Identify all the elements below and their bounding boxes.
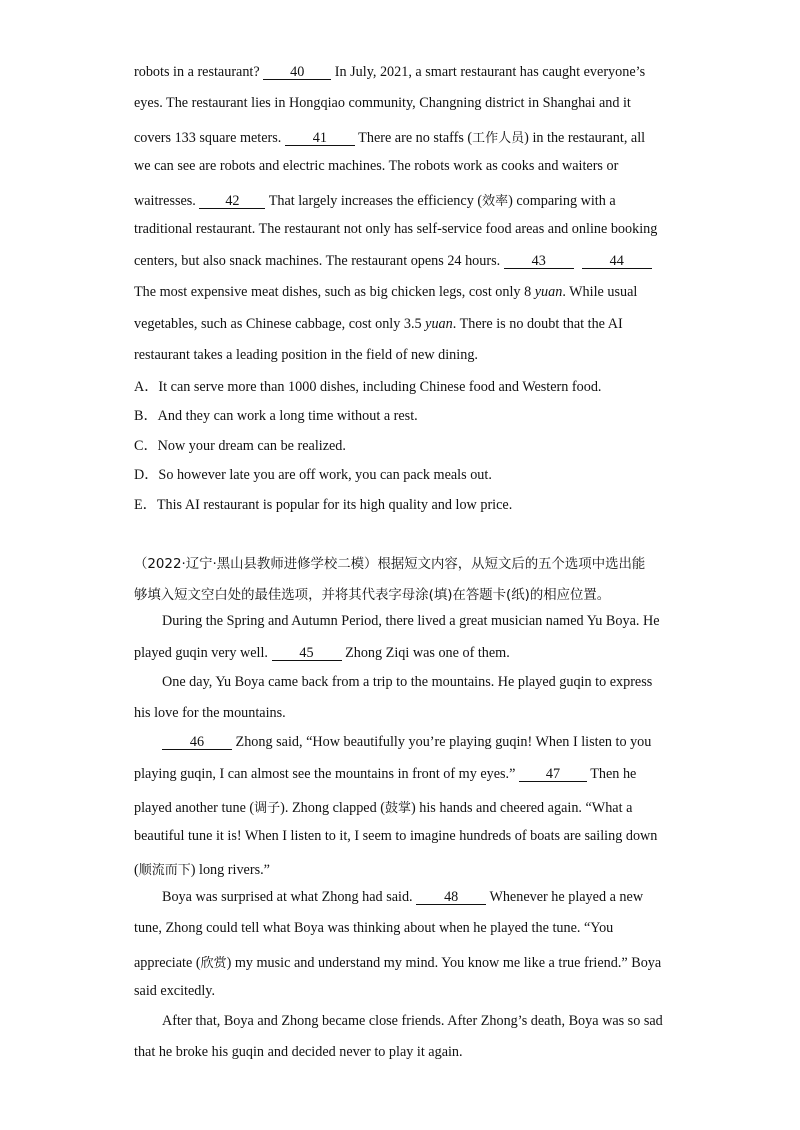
passage-line: we can see are robots and electric machines. The robots work as cooks and waiters or	[134, 158, 619, 174]
option-d: D．So however late you are off work, you can pack meals out.	[134, 467, 492, 483]
passage-line	[134, 797, 632, 817]
passage-line	[134, 190, 616, 210]
passage-line: One day, Yu Boya came back from a trip to the mountains. He played guqin to express	[162, 674, 653, 690]
blank-45: 45	[272, 646, 342, 661]
text: That largely increases the efficiency (	[265, 193, 483, 209]
passage-line	[162, 889, 643, 906]
passage-line: his love for the mountains.	[134, 705, 286, 721]
instruction-line: （2022·辽宁·黑山县教师进修学校二模）根据短文内容，从短文后的五个选项中选出能	[134, 557, 646, 572]
blank-44: 44	[582, 254, 652, 269]
text: Boya was surprised at what Zhong had said.	[162, 889, 417, 905]
blank-47: 47	[519, 767, 587, 782]
chinese-gloss: 效率	[482, 194, 509, 209]
passage-line: restaurant takes a leading position in the field of new dining.	[134, 347, 478, 363]
text: played guqin very well.	[134, 645, 272, 661]
text: robots in a restaurant?	[134, 64, 264, 80]
text: ) his hands and cheered again. “What a	[410, 800, 633, 816]
text: Zhong Ziqi was one of them.	[341, 645, 510, 661]
text: played another tune (	[134, 800, 255, 816]
text: ) in the restaurant, all	[524, 130, 646, 146]
passage-line: After that, Boya and Zhong became close friends. After Zhong’s death, Boya was so sad	[162, 1013, 663, 1029]
option-e: E．This AI restaurant is popular for its high quality and low price.	[134, 497, 513, 513]
text: In July, 2021, a smart restaurant has caught everyone’s	[331, 64, 646, 80]
passage-line	[162, 734, 651, 751]
passage-line: said excitedly.	[134, 983, 216, 999]
text: (	[134, 862, 139, 878]
text: Then he	[586, 766, 637, 782]
passage-line: tune, Zhong could tell what Boya was thinking about when he played the tune. “You	[134, 920, 614, 936]
currency: yuan	[534, 284, 563, 300]
text: covers 133 square meters.	[134, 130, 285, 146]
text: ) long rivers.”	[190, 862, 270, 878]
passage-line	[134, 284, 637, 301]
blank-43: 43	[504, 254, 574, 269]
blank-46: 46	[162, 735, 232, 750]
blank-41: 41	[285, 131, 355, 146]
passage-line	[134, 766, 636, 783]
blank-40: 40	[263, 65, 331, 80]
passage-line	[134, 859, 270, 879]
passage-line: traditional restaurant. The restaurant not only has self-service food areas and online booking	[134, 221, 658, 237]
instruction-line: 够填入短文空白处的最佳选项，并将其代表字母涂(填)在答题卡(纸)的相应位置。	[134, 588, 611, 603]
text: The most expensive meat dishes, such as big chicken legs, cost only 8	[134, 284, 535, 300]
text: ). Zhong clapped (	[280, 800, 385, 816]
chinese-gloss: 欣赏	[200, 956, 227, 971]
passage-line	[134, 253, 652, 270]
text: There are no staffs (	[354, 130, 473, 146]
passage-line	[134, 64, 645, 81]
blank-42: 42	[199, 194, 265, 209]
text: Zhong said, “How beautifully you’re playing guqin! When I listen to you	[232, 734, 652, 750]
chinese-gloss: 调子	[254, 801, 281, 816]
passage-line: eyes. The restaurant lies in Hongqiao community, Changning district in Shanghai and it	[134, 95, 631, 111]
text: . While usual	[562, 284, 638, 300]
text: . There is no doubt that the AI	[452, 316, 623, 332]
passage-line: that he broke his guqin and decided never to play it again.	[134, 1044, 463, 1060]
text: ) comparing with a	[508, 193, 616, 209]
blank-48: 48	[416, 890, 486, 905]
option-b: B．And they can work a long time without a rest.	[134, 408, 418, 424]
text: appreciate (	[134, 955, 201, 971]
chinese-gloss: 鼓掌	[384, 801, 411, 816]
text: vegetables, such as Chinese cabbage, cost only 3.5	[134, 316, 426, 332]
passage-line: beautiful tune it is! When I listen to it, I seem to imagine hundreds of boats are sailing down	[134, 828, 658, 844]
chinese-gloss: 工作人员	[472, 131, 525, 146]
chinese-gloss: 顺流而下	[138, 863, 191, 878]
text: ) my music and understand my mind. You know me like a true friend.” Boya	[226, 955, 662, 971]
option-c: C．Now your dream can be realized.	[134, 438, 346, 454]
passage-line	[134, 316, 623, 333]
currency: yuan	[425, 316, 453, 332]
passage-line	[134, 127, 645, 147]
text: Whenever he played a new	[486, 889, 644, 905]
passage-line	[134, 952, 661, 972]
text: playing guqin, I can almost see the mountains in front of my eyes.”	[134, 766, 519, 782]
text: waitresses.	[134, 193, 200, 209]
option-a: A．It can serve more than 1000 dishes, including Chinese food and Western food.	[134, 379, 602, 395]
passage-line: During the Spring and Autumn Period, there lived a great musician named Yu Boya. He	[162, 613, 660, 629]
passage-line	[134, 645, 510, 662]
text: centers, but also snack machines. The restaurant opens 24 hours.	[134, 253, 504, 269]
